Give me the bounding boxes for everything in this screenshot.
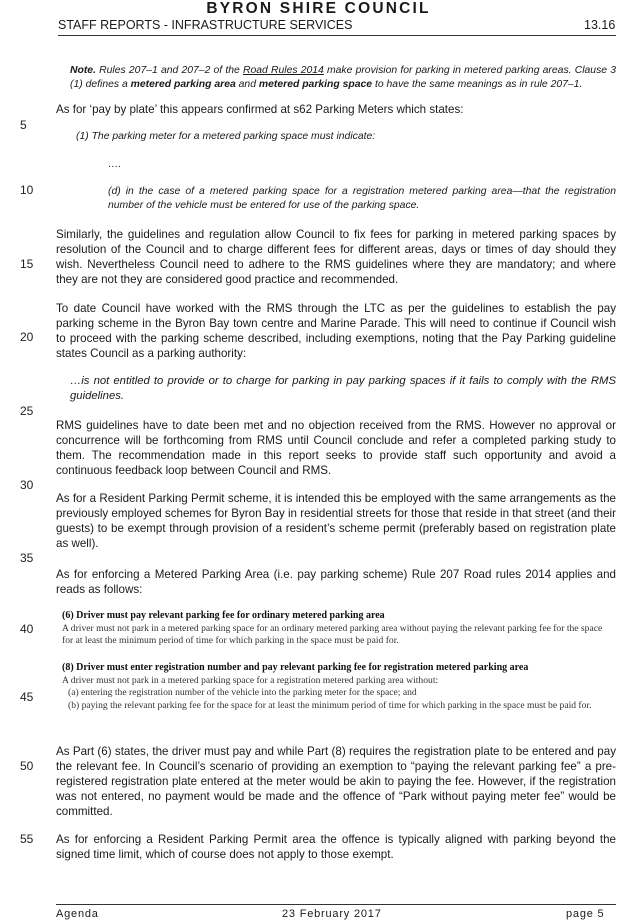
paragraph-pay-by-plate: As for ‘pay by plate’ this appears confirmed at s62 Parking Meters which states: (56, 103, 464, 116)
line-number: 35 (20, 551, 34, 565)
paragraph-enforcing: As for enforcing a Metered Parking Area (i.e. pay parking scheme) Rule 207 Road rules 2014 applies and reads as follows: (56, 568, 616, 597)
line-number: 25 (20, 404, 34, 418)
quote-item-1: (1) The parking meter for a metered parking space must indicate: (76, 131, 376, 142)
header-rule (58, 35, 616, 36)
paragraph-resident: As for a Resident Parking Permit scheme, it is intended this be employed with the same arrangements as the previously employed schemes for Byron Bay in residential streets for those that reside in that street (and their guests) to be exempt through provision of a resident’s scheme permit (preferably based on registration plate as well). (56, 492, 616, 551)
section-number: 13.16 (584, 18, 616, 32)
footer-page: page 5 (566, 908, 605, 920)
quote-item-d: (d) in the case of a metered parking space for a registration metered parking area—that the registration number of the vehicle must be entered for use of the parking space. (108, 186, 616, 212)
footer-rule (56, 904, 616, 905)
rule-6-text: A driver must not park in a metered parking space for an ordinary metered parking area without paying the relevant parking fee for the space for at least the minimum period of time for which parking in the space must be paid for. (62, 622, 603, 647)
line-number: 45 (20, 690, 34, 704)
council-title: BYRON SHIRE COUNCIL (206, 0, 431, 17)
rule-6-heading: (6) Driver must pay relevant parking fee for ordinary metered parking area (62, 610, 385, 621)
rule-8-item-b: (b) paying the relevant parking fee for the space for at least the minimum period of time for which parking in the space must be paid for. (68, 699, 592, 711)
line-number: 50 (20, 759, 34, 773)
quote-ellipsis: …. (108, 159, 122, 170)
line-number: 15 (20, 257, 34, 271)
line-number: 40 (20, 622, 34, 636)
line-number: 5 (20, 118, 27, 132)
note-block: Note. Rules 207–1 and 207–2 of the Road Rules 2014 make provision for parking in metered parking areas. Clause 3 (1) defines a metered parking area and metered parking space to have the same meanings as in rule 207–1. (70, 65, 616, 91)
paragraph-resident-enforce: As for enforcing a Resident Parking Permit area the offence is typically aligned with parking beyond the signed time limit, which of course does not apply to those exempt. (56, 833, 616, 862)
paragraph-part6: As Part (6) states, the driver must pay and while Part (8) requires the registration plate to be entered and pay the relevant fee. In Council’s scenario of providing an exemption to “paying the relevant parking fee” a pre-registered registration plate entered at the meter would be akin to paying the fee. However, if the registration was not entered, no payment would be made and the offence of “Park without paying meter fee” would be committed. (56, 745, 616, 819)
note-label: Note. (70, 65, 96, 76)
rule-207-part-6 (62, 610, 615, 648)
rule-8-heading: (8) Driver must enter registration number and pay relevant parking fee for registration metered parking area (62, 662, 529, 673)
road-rules-link: Road Rules 2014 (242, 65, 324, 76)
paragraph-similarly: Similarly, the guidelines and regulation allow Council to fix fees for parking in metered parking spaces by resolution of the Council and to charge different fees for different areas, days or times of day should they wish. Nevertheless Council need to adhere to the RMS guidelines where they are mandatory; and where they are not they are considered good practice and recommended. (56, 228, 616, 287)
footer-date: 23 February 2017 (282, 908, 382, 920)
rule-207-part-8 (62, 662, 615, 712)
line-number: 10 (20, 183, 34, 197)
quote-rms: …is not entitled to provide or to charge for parking in pay parking spaces if it fails to comply with the RMS guidelines. (70, 375, 616, 402)
rule-8-item-a: (a) entering the registration number of the vehicle into the parking meter for the space; and (68, 687, 417, 699)
footer-agenda: Agenda (56, 908, 99, 920)
line-number: 20 (20, 330, 34, 344)
rule-8-text: A driver must not park in a metered parking space for a registration metered parking area without: (62, 674, 439, 686)
paragraph-to-date: To date Council have worked with the RMS through the LTC as per the guidelines to establish the pay parking scheme in the Byron Bay town centre and Marine Parade. This will need to continue if Council wish to proceed with the parking scheme described, including exemptions, noting that the Pay Parking guideline states Council as a parking authority: (56, 302, 616, 361)
section-title: STAFF REPORTS - INFRASTRUCTURE SERVICES (58, 18, 353, 32)
line-number: 55 (20, 832, 34, 846)
line-number: 30 (20, 478, 34, 492)
paragraph-rms: RMS guidelines have to date been met and no objection received from the RMS. However no approval or concurrence will be forthcoming from RMS until Council conclude and refer a completed parking study to them. The recommendation made in this report seeks to provide staff such opportunity and avoid a continuous feedback loop between Council and RMS. (56, 419, 616, 478)
